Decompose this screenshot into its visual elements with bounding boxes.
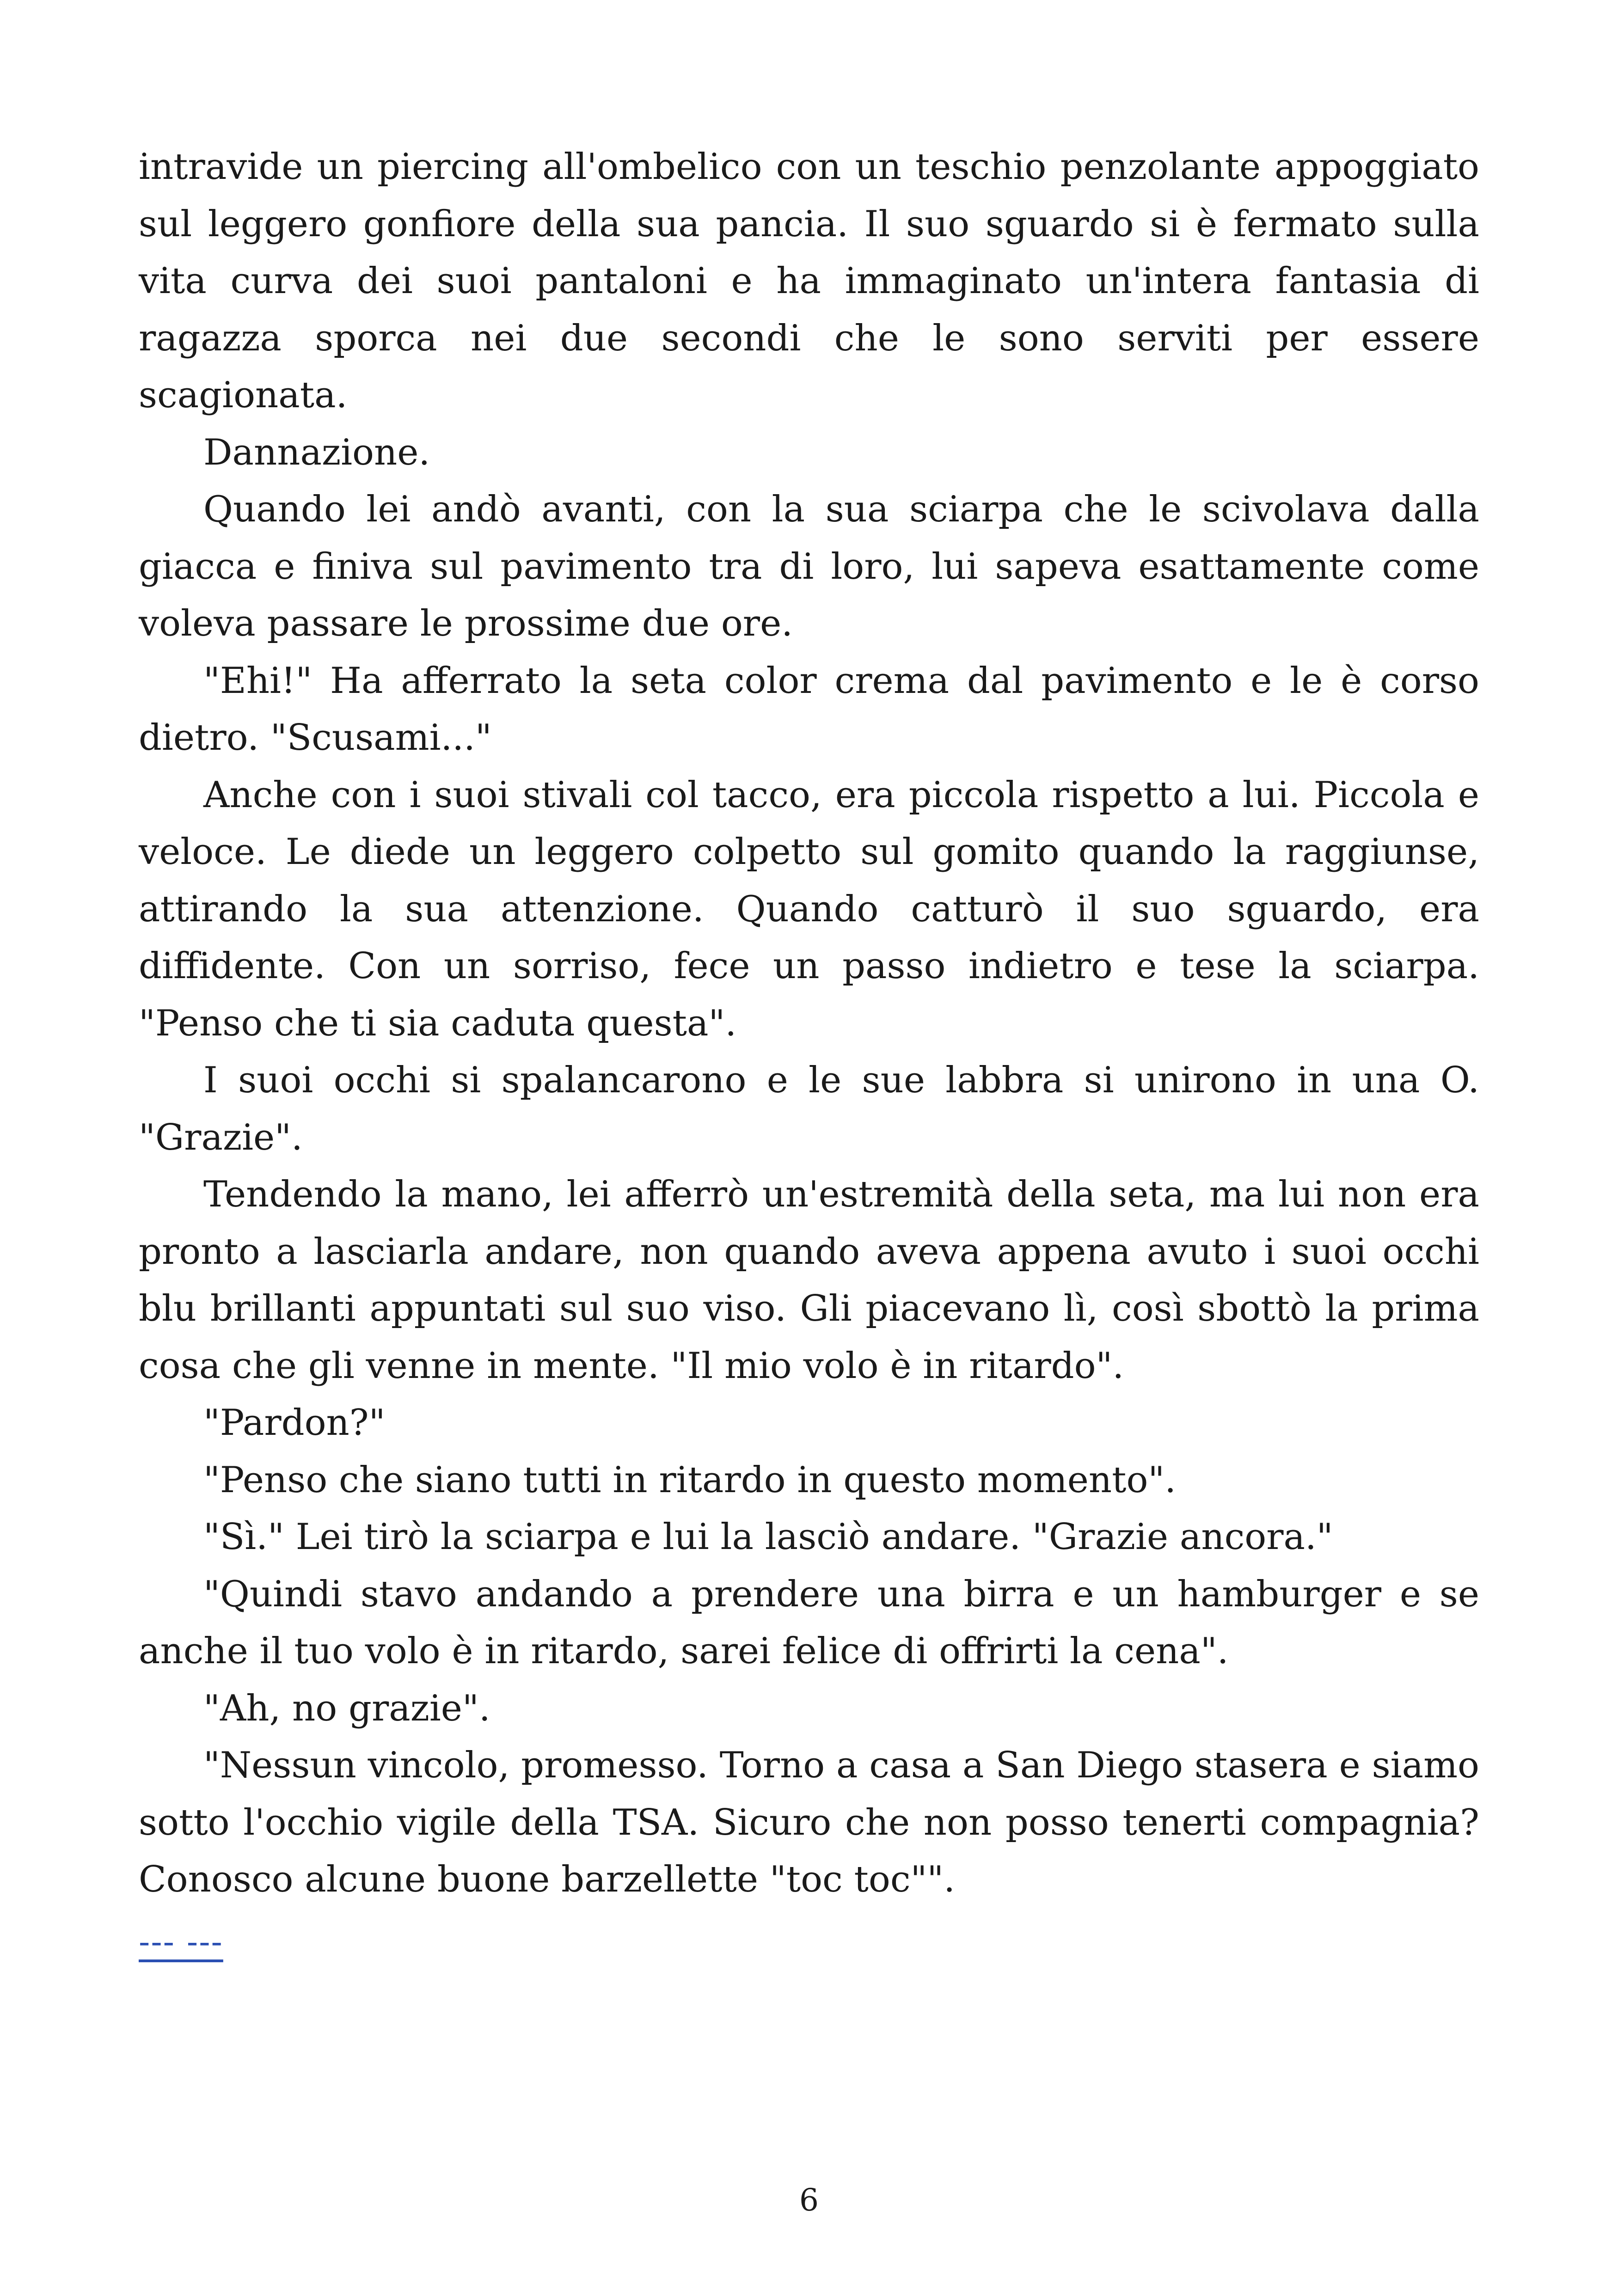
- paragraph: Quando lei andò avanti, con la sua sciarpa che le scivolava dalla giacca e finiva sul pavimento tra di loro, lui sapeva esattamente come voleva passare le prossime due ore.: [139, 489, 1479, 644]
- paragraph: Anche con i suoi stivali col tacco, era piccola rispetto a lui. Piccola e veloce. Le diede un leggero colpetto sul gomito quando la raggiunse, attirando la sua attenzione. Quando catturò il suo sguardo, era diffidente. Con un sorriso, fece un passo indietro e tese la sciarpa. "Penso che ti sia caduta questa".: [139, 774, 1479, 1044]
- paragraph: "Penso che siano tutti in ritardo in questo momento".: [203, 1459, 1177, 1501]
- paragraph: I suoi occhi si spalancarono e le sue labbra si unirono in una O. "Grazie".: [139, 1059, 1479, 1158]
- separator-link[interactable]: --- ---: [139, 1922, 223, 1961]
- paragraph: "Nessun vincolo, promesso. Torno a casa a San Diego stasera e siamo sotto l'occhio vigile della TSA. Sicuro che non posso tenerti compagnia? Conosco alcune buone barzellette "toc toc"".: [139, 1745, 1479, 1900]
- paragraph: "Sì." Lei tirò la sciarpa e lui la lasciò andare. "Grazie ancora.": [203, 1516, 1333, 1558]
- paragraph: "Quindi stavo andando a prendere una birra e un hamburger e se anche il tuo volo è in ritardo, sarei felice di offrirti la cena".: [139, 1573, 1479, 1672]
- paragraph: "Ehi!" Ha afferrato la seta color crema dal pavimento e le è corso dietro. "Scusami...": [139, 660, 1479, 759]
- paragraph: "Ah, no grazie".: [203, 1687, 490, 1729]
- paragraph: Tendendo la mano, lei afferrò un'estremità della seta, ma lui non era pronto a lasciarla andare, non quando aveva appena avuto i suoi occhi blu brillanti appuntati sul suo viso. Gli piacevano lì, così sbottò la prima cosa che gli venne in mente. "Il mio volo è in ritardo".: [139, 1174, 1479, 1387]
- paragraph: "Pardon?": [203, 1402, 386, 1444]
- paragraph: Dannazione.: [203, 431, 430, 473]
- paragraph: intravide un piercing all'ombelico con un teschio penzolante appoggiato sul leggero gonfiore della sua pancia. Il suo sguardo si è fermato sulla vita curva dei suoi pantaloni e ha immaginato un'intera fantasia di ragazza sporca nei due secondi che le sono serviti per essere scagionata.: [139, 146, 1479, 416]
- body-text: [139, 139, 1479, 1909]
- page-number: 6: [799, 2182, 819, 2218]
